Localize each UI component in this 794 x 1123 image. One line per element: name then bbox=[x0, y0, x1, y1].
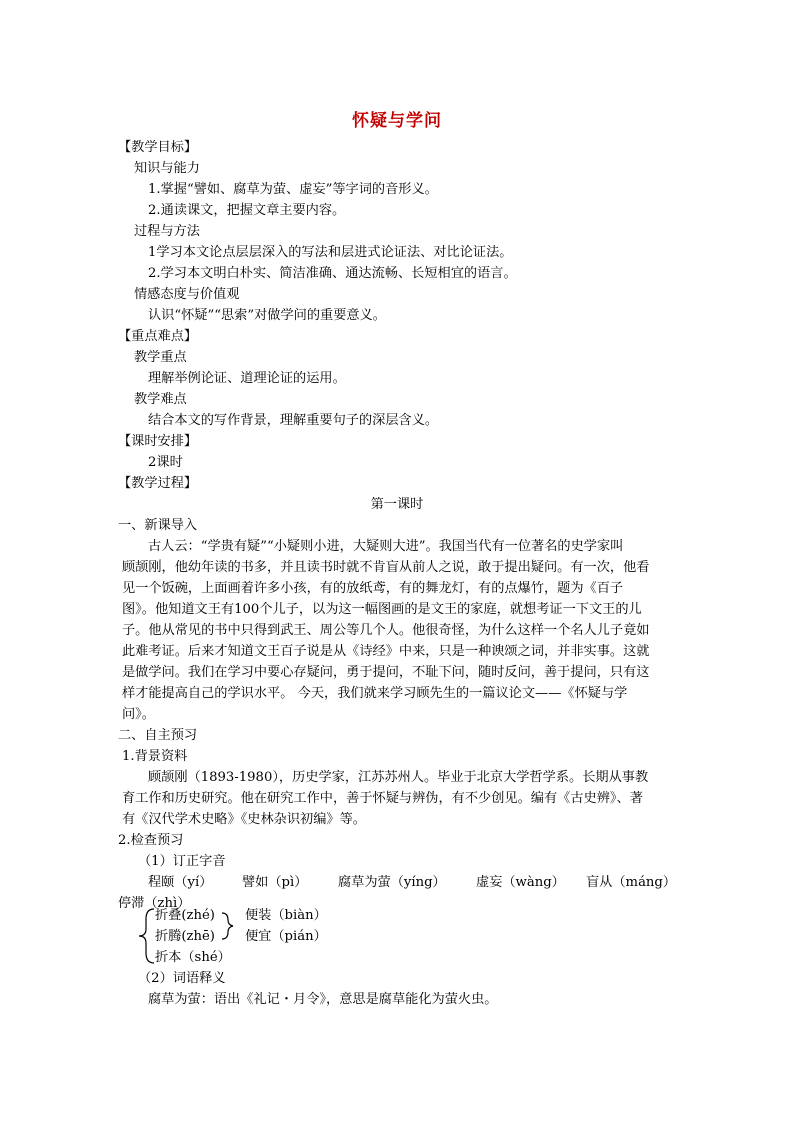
polyphone-item: 折本（shé） bbox=[155, 950, 231, 965]
pinyin-item: 程颐（yí） bbox=[148, 875, 213, 890]
text-line: 认识“怀疑”“思索”对做学问的重要意义。 bbox=[148, 308, 386, 323]
polyphone-item: 折叠(zhé) bbox=[155, 908, 215, 923]
pinyin-item: 停滞（zhì） bbox=[118, 896, 191, 911]
text-line: 1.掌握“譬如、腐草为萤、虚妄”等字词的音形义。 bbox=[148, 182, 438, 197]
pinyin-item: 譬如（pì） bbox=[242, 875, 308, 890]
paragraph-line: 是做学问。我们在学习中要心存疑问，勇于提问，不耻下问，随时反问，善于提问，只有这 bbox=[122, 665, 650, 680]
paragraph-line: 古人云：“学贵有疑”“小疑则小进，大疑则大进”。我国当代有一位著名的史学家叫 bbox=[148, 539, 624, 554]
text-line: 2课时 bbox=[148, 455, 183, 470]
subheading: 教学难点 bbox=[134, 392, 187, 407]
page-title: 怀疑与学问 bbox=[352, 111, 442, 131]
polyphone-item: 便装（biàn） bbox=[245, 908, 327, 923]
paragraph-line: 问》。 bbox=[122, 707, 155, 722]
text-line: 腐草为萤：语出《礼记・月令》，意思是腐草能化为萤火虫。 bbox=[148, 992, 498, 1007]
section-heading: 【教学目标】 bbox=[118, 140, 198, 155]
paragraph-line: 顾颉刚，他幼年读的书多，并且读书时就不肯盲从前人之说，敢于提出疑问。有一次，他看 bbox=[122, 560, 650, 575]
subheading: （1）订正字音 bbox=[138, 854, 226, 869]
pinyin-item: 腐草为萤（yíng） bbox=[338, 875, 446, 890]
subheading: 1.背景资料 bbox=[122, 749, 188, 764]
pinyin-item: 盲从（máng） bbox=[586, 875, 677, 890]
section-heading: 【课时安排】 bbox=[118, 434, 198, 449]
text-line: 1学习本文论点层层深入的写法和层进式论证法、对比论证法。 bbox=[148, 245, 513, 260]
subheading: （2）词语释义 bbox=[138, 971, 226, 986]
pinyin-item: 虚妄（wàng） bbox=[476, 875, 565, 890]
section-heading: 【重点难点】 bbox=[118, 329, 198, 344]
paragraph-line: 子。他从常见的书中只得到武王、周公等几个人。他很奇怪，为什么这样一个名人儿子竟如 bbox=[122, 623, 650, 638]
polyphone-item: 折腾(zhē) bbox=[155, 929, 215, 944]
subheading: 二、自主预习 bbox=[118, 728, 198, 743]
paragraph-line: 见一个饭碗，上面画着许多小孩，有的放纸鸢，有的舞龙灯，有的点爆竹，题为《百子 bbox=[122, 581, 624, 596]
subheading: 情感态度与价值观 bbox=[134, 287, 240, 302]
paragraph-line: 育工作和历史研究。他在研究工作中，善于怀疑与辨伪，有不少创见。编有《古史辨》、著 bbox=[122, 791, 643, 806]
text-line: 2.学习本文明白朴实、简洁准确、通达流畅、长短相宜的语言。 bbox=[148, 266, 517, 281]
lesson-heading: 第一课时 bbox=[370, 497, 424, 512]
paragraph-line: 顾颉刚（1893-1980），历史学家，江苏苏州人。毕业于北京大学哲学系。长期从事教 bbox=[148, 770, 649, 785]
section-heading: 【教学过程】 bbox=[118, 476, 198, 491]
subheading: 一、新课导入 bbox=[118, 518, 198, 533]
text-line: 结合本文的写作背景，理解重要句子的深层含义。 bbox=[148, 413, 439, 428]
paragraph-line: 此难考证。后来才知道文王百子说是从《诗经》中来，只是一种谀颂之词，并非实事。这就 bbox=[122, 644, 650, 659]
text-line: 2.通读课文，把握文章主要内容。 bbox=[148, 203, 346, 218]
paragraph-line: 图》。他知道文王有100个儿子，以为这一幅图画的是文王的家庭，就想考证一下文王的儿 bbox=[122, 602, 642, 617]
text-line: 理解举例论证、道理论证的运用。 bbox=[148, 371, 346, 386]
paragraph-line: 样才能提高自己的学识水平。 今天，我们就来学习顾先生的一篇议论文——《怀疑与学 bbox=[122, 686, 628, 701]
polyphone-item: 便宜（pián） bbox=[245, 929, 327, 944]
subheading: 2.检查预习 bbox=[118, 833, 184, 848]
paragraph-line: 有《汉代学术史略》《史林杂识初编》等。 bbox=[122, 812, 366, 827]
subheading: 过程与方法 bbox=[134, 224, 200, 239]
subheading: 知识与能力 bbox=[134, 161, 200, 176]
subheading: 教学重点 bbox=[134, 350, 187, 365]
